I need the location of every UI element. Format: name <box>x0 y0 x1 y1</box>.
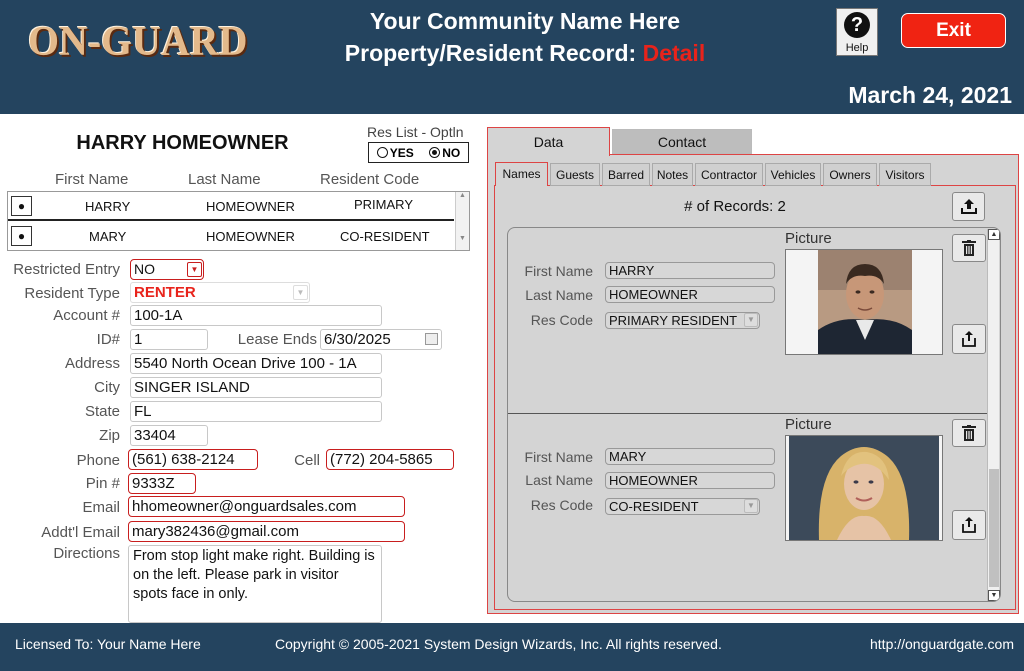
tab-visitors[interactable]: Visitors <box>879 163 931 186</box>
cell-last-name: HOMEOWNER <box>206 229 295 244</box>
pin-label: Pin # <box>85 475 120 492</box>
city-field[interactable]: SINGER ISLAND <box>130 377 382 398</box>
res-list-yes-option[interactable] <box>377 146 414 160</box>
tab-contractor[interactable]: Contractor <box>695 163 763 186</box>
chevron-down-icon[interactable]: ▼ <box>744 313 758 327</box>
trash-icon <box>962 425 976 441</box>
res-list-no-option[interactable] <box>429 146 460 160</box>
record-mode: Detail <box>642 40 706 66</box>
last-name-field[interactable]: HOMEOWNER <box>605 286 775 303</box>
last-name-field[interactable]: HOMEOWNER <box>605 472 775 489</box>
first-name-field[interactable]: MARY <box>605 448 775 465</box>
cell-last-name: HOMEOWNER <box>206 199 295 214</box>
trash-icon <box>962 240 976 256</box>
export-button[interactable] <box>952 192 985 221</box>
scroll-down-icon[interactable]: ▼ <box>988 590 1000 601</box>
first-name-field[interactable]: HARRY <box>605 262 775 279</box>
tab-guests[interactable]: Guests <box>550 163 600 186</box>
column-header-resident-code: Resident Code <box>320 171 420 188</box>
delete-button[interactable] <box>952 419 986 447</box>
table-row[interactable] <box>8 192 454 221</box>
scroll-up-icon[interactable]: ▲ <box>459 192 466 199</box>
radio-selected-icon <box>429 147 440 158</box>
cell-resident-code: CO-RESIDENT <box>340 229 430 244</box>
zip-label: Zip <box>99 427 120 444</box>
resident-type-label: Resident Type <box>24 285 120 302</box>
cell-first-name: HARRY <box>85 199 131 214</box>
state-label: State <box>84 403 120 420</box>
calendar-icon[interactable] <box>425 333 438 345</box>
lease-ends-field[interactable] <box>320 329 442 350</box>
license-text: Licensed To: Your Name Here <box>15 636 201 652</box>
on-guard-logo: ON-GUARD <box>28 19 248 65</box>
tab-owners[interactable]: Owners <box>823 163 877 186</box>
email-field[interactable]: hhomeowner@onguardsales.com <box>128 496 405 517</box>
help-button[interactable] <box>836 8 878 56</box>
directions-label: Directions <box>53 545 120 562</box>
help-icon: ? <box>844 12 870 38</box>
first-name-label: First Name <box>524 263 593 279</box>
chevron-down-icon[interactable]: ▼ <box>744 499 758 513</box>
id-field[interactable]: 1 <box>130 329 208 350</box>
cell-first-name: MARY <box>89 229 127 244</box>
res-code-label: Res Code <box>530 497 593 513</box>
account-label: Account # <box>53 307 120 324</box>
resident-photo[interactable] <box>785 249 943 355</box>
person-icon[interactable]: ● <box>11 196 32 216</box>
id-label: ID# <box>96 331 120 348</box>
zip-field[interactable]: 33404 <box>130 425 208 446</box>
first-name-label: First Name <box>524 449 593 465</box>
res-list-optln-radio-group <box>368 142 469 163</box>
res-list-no-label: NO <box>442 145 461 160</box>
man-photo-icon <box>818 250 912 354</box>
address-field[interactable]: 5540 North Ocean Drive 100 - 1A <box>130 353 382 374</box>
address-label: Address <box>64 355 120 372</box>
copyright-text: Copyright © 2005-2021 System Design Wizards, Inc. All rights reserved. <box>275 636 722 652</box>
resident-name: HARRY HOMEOWNER <box>76 132 289 154</box>
res-list-optln-label: Res List - Optln <box>367 124 464 140</box>
delete-button[interactable] <box>952 234 986 262</box>
record-divider <box>508 413 988 414</box>
account-field[interactable]: 100-1A <box>130 305 382 326</box>
scroll-down-icon[interactable]: ▼ <box>459 235 466 242</box>
woman-photo-icon <box>789 436 939 540</box>
tab-vehicles[interactable]: Vehicles <box>765 163 821 186</box>
pin-field[interactable]: 9333Z <box>128 473 196 494</box>
help-label: Help <box>845 42 869 54</box>
table-scrollbar[interactable] <box>455 192 469 250</box>
radio-icon <box>377 147 388 158</box>
resident-photo[interactable] <box>785 435 943 541</box>
record-title-prefix: Property/Resident Record: <box>344 40 637 66</box>
resident-type-select[interactable] <box>130 282 310 303</box>
directions-textarea[interactable]: From stop light make right. Building is on the left. Please park in visitor spots face in only. <box>128 545 382 623</box>
addtl-email-field[interactable]: mary382436@gmail.com <box>128 521 405 542</box>
lease-ends-label: Lease Ends <box>237 331 317 348</box>
phone-label: Phone <box>76 452 120 469</box>
scroll-up-icon[interactable]: ▲ <box>988 229 1000 240</box>
website-link[interactable]: http://onguardgate.com <box>870 636 1014 652</box>
column-header-last-name: Last Name <box>188 171 261 188</box>
res-code-select[interactable] <box>605 312 760 329</box>
picture-label: Picture <box>785 416 832 433</box>
app-footer <box>0 623 1024 671</box>
chevron-down-icon[interactable]: ▼ <box>293 285 308 300</box>
cell-resident-code: PRIMARY <box>354 197 413 212</box>
upload-photo-button[interactable] <box>952 324 986 354</box>
upload-icon <box>960 198 978 215</box>
state-field[interactable]: FL <box>130 401 382 422</box>
last-name-label: Last Name <box>525 472 593 488</box>
share-icon <box>961 330 977 347</box>
resident-names-table <box>7 191 470 251</box>
page-title <box>250 40 800 67</box>
chevron-down-icon[interactable]: ▼ <box>187 262 202 277</box>
phone-field[interactable]: (561) 638-2124 <box>128 449 258 470</box>
tab-notes[interactable]: Notes <box>652 163 693 186</box>
tab-data[interactable]: Data <box>487 127 610 156</box>
city-label: City <box>94 379 120 396</box>
upload-photo-button[interactable] <box>952 510 986 540</box>
res-code-value: PRIMARY RESIDENT <box>609 313 738 328</box>
res-list-yes-label: YES <box>389 145 414 160</box>
lease-ends-value: 6/30/2025 <box>324 331 391 348</box>
restricted-entry-value: NO <box>134 261 155 277</box>
table-row[interactable] <box>8 222 454 251</box>
person-icon[interactable]: ● <box>11 226 32 246</box>
res-code-label: Res Code <box>530 312 593 328</box>
current-date: March 24, 2021 <box>848 82 1012 108</box>
record-count: # of Records: 2 <box>684 198 786 215</box>
resident-type-value: RENTER <box>134 284 196 301</box>
tab-names[interactable]: Names <box>495 162 548 186</box>
share-icon <box>961 516 977 533</box>
email-label: Email <box>82 499 120 516</box>
last-name-label: Last Name <box>525 287 593 303</box>
cell-label: Cell <box>294 452 320 469</box>
restricted-entry-label: Restricted Entry <box>13 261 120 278</box>
restricted-entry-select[interactable] <box>130 259 204 280</box>
exit-button[interactable]: Exit <box>901 13 1006 48</box>
res-code-select[interactable] <box>605 498 760 515</box>
records-scrollbar[interactable] <box>987 229 999 601</box>
tab-contact[interactable]: Contact <box>612 129 752 154</box>
tab-barred[interactable]: Barred <box>602 163 650 186</box>
community-name: Your Community Name Here <box>369 8 681 34</box>
res-code-value: CO-RESIDENT <box>609 499 699 514</box>
addtl-email-label: Addt'l Email <box>41 524 120 541</box>
column-header-first-name: First Name <box>55 171 129 188</box>
names-records-list <box>507 227 1001 602</box>
cell-field[interactable]: (772) 204-5865 <box>326 449 454 470</box>
scroll-thumb[interactable] <box>989 469 999 587</box>
picture-label: Picture <box>785 230 832 247</box>
